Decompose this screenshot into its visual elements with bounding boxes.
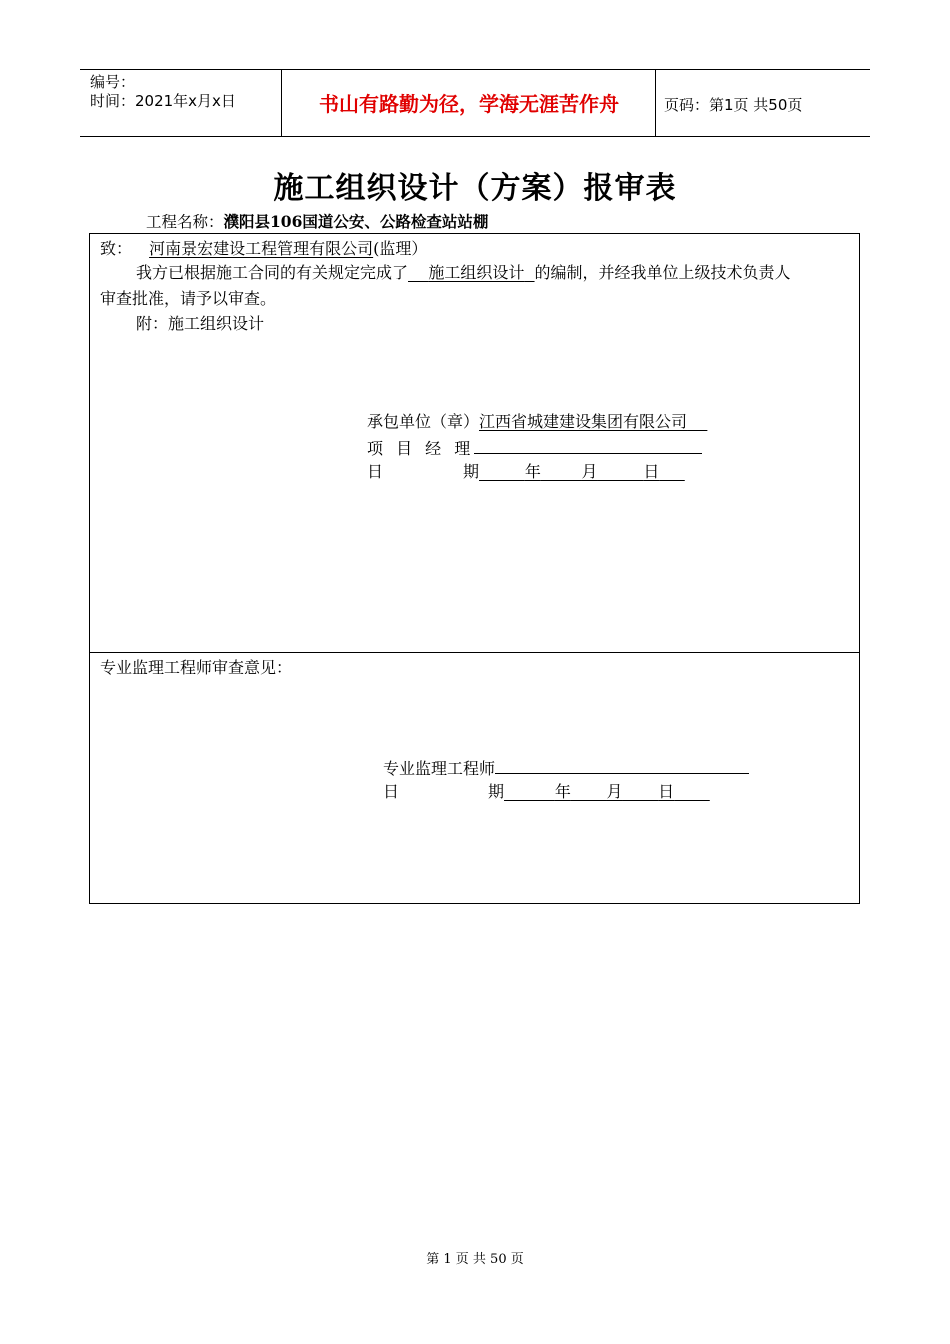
engineer-signature-blank[interactable] [495, 757, 749, 774]
body-line-1 [136, 263, 791, 283]
opinion-label: 专业监理工程师审查意见： [100, 658, 293, 677]
header-motto: 书山有路勤为径，学海无涯苦作舟 [319, 92, 619, 116]
to-role: (监理） [373, 239, 428, 258]
project-name: 濮阳县106国道公安、公路检查站站棚 [223, 212, 489, 231]
contractor-label: 承包单位（章） [367, 412, 480, 431]
date-line-1: 日 期 年 月 日 [367, 462, 660, 481]
review-date-year: 年 [554, 782, 571, 801]
body-line-2: 审查批准，请予以审查。 [100, 289, 277, 308]
header-divider-right [655, 69, 656, 136]
to-label: 致： [100, 239, 133, 258]
page-label: 页码：第1页 共50页 [664, 96, 803, 114]
review-date-day: 日 [658, 782, 675, 801]
date-day: 日 [643, 462, 660, 481]
page-footer: 第 1 页 共 50 页 [426, 1252, 524, 1267]
pm-label: 项 目 经 理 [367, 439, 475, 458]
contractor-line [367, 412, 707, 432]
engineer-line [383, 757, 749, 779]
review-date-month: 月 [606, 782, 623, 801]
submission-section [89, 233, 860, 653]
document-title: 施工组织设计（方案）报审表 [273, 171, 677, 206]
date-month: 月 [581, 462, 598, 481]
body-part2: 的编制，并经我单位上级技术负责人 [534, 263, 791, 282]
serial-label: 编号： [90, 73, 136, 91]
contractor-name: 江西省城建建设集团有限公司 [479, 412, 688, 431]
pm-line [367, 437, 702, 459]
body-filled: 施工组织设计 [428, 263, 525, 282]
time-label: 时间：2021年x月x日 [90, 92, 236, 110]
to-line [100, 239, 427, 259]
header-divider-left [281, 69, 282, 136]
pm-signature-blank[interactable] [474, 437, 702, 454]
review-section [89, 652, 860, 904]
body-part1: 我方已根据施工合同的有关规定完成了 [136, 263, 409, 282]
project-line [146, 210, 488, 232]
attachment-line: 附：施工组织设计 [136, 314, 265, 333]
project-label: 工程名称： [146, 213, 224, 231]
header-top-border [80, 69, 870, 70]
date-year: 年 [524, 462, 541, 481]
engineer-label: 专业监理工程师 [383, 759, 496, 778]
date-line-2: 日 期 年 月 日 [383, 782, 675, 801]
to-company: 河南景宏建设工程管理有限公司 [149, 239, 374, 258]
header-bottom-border [80, 136, 870, 137]
